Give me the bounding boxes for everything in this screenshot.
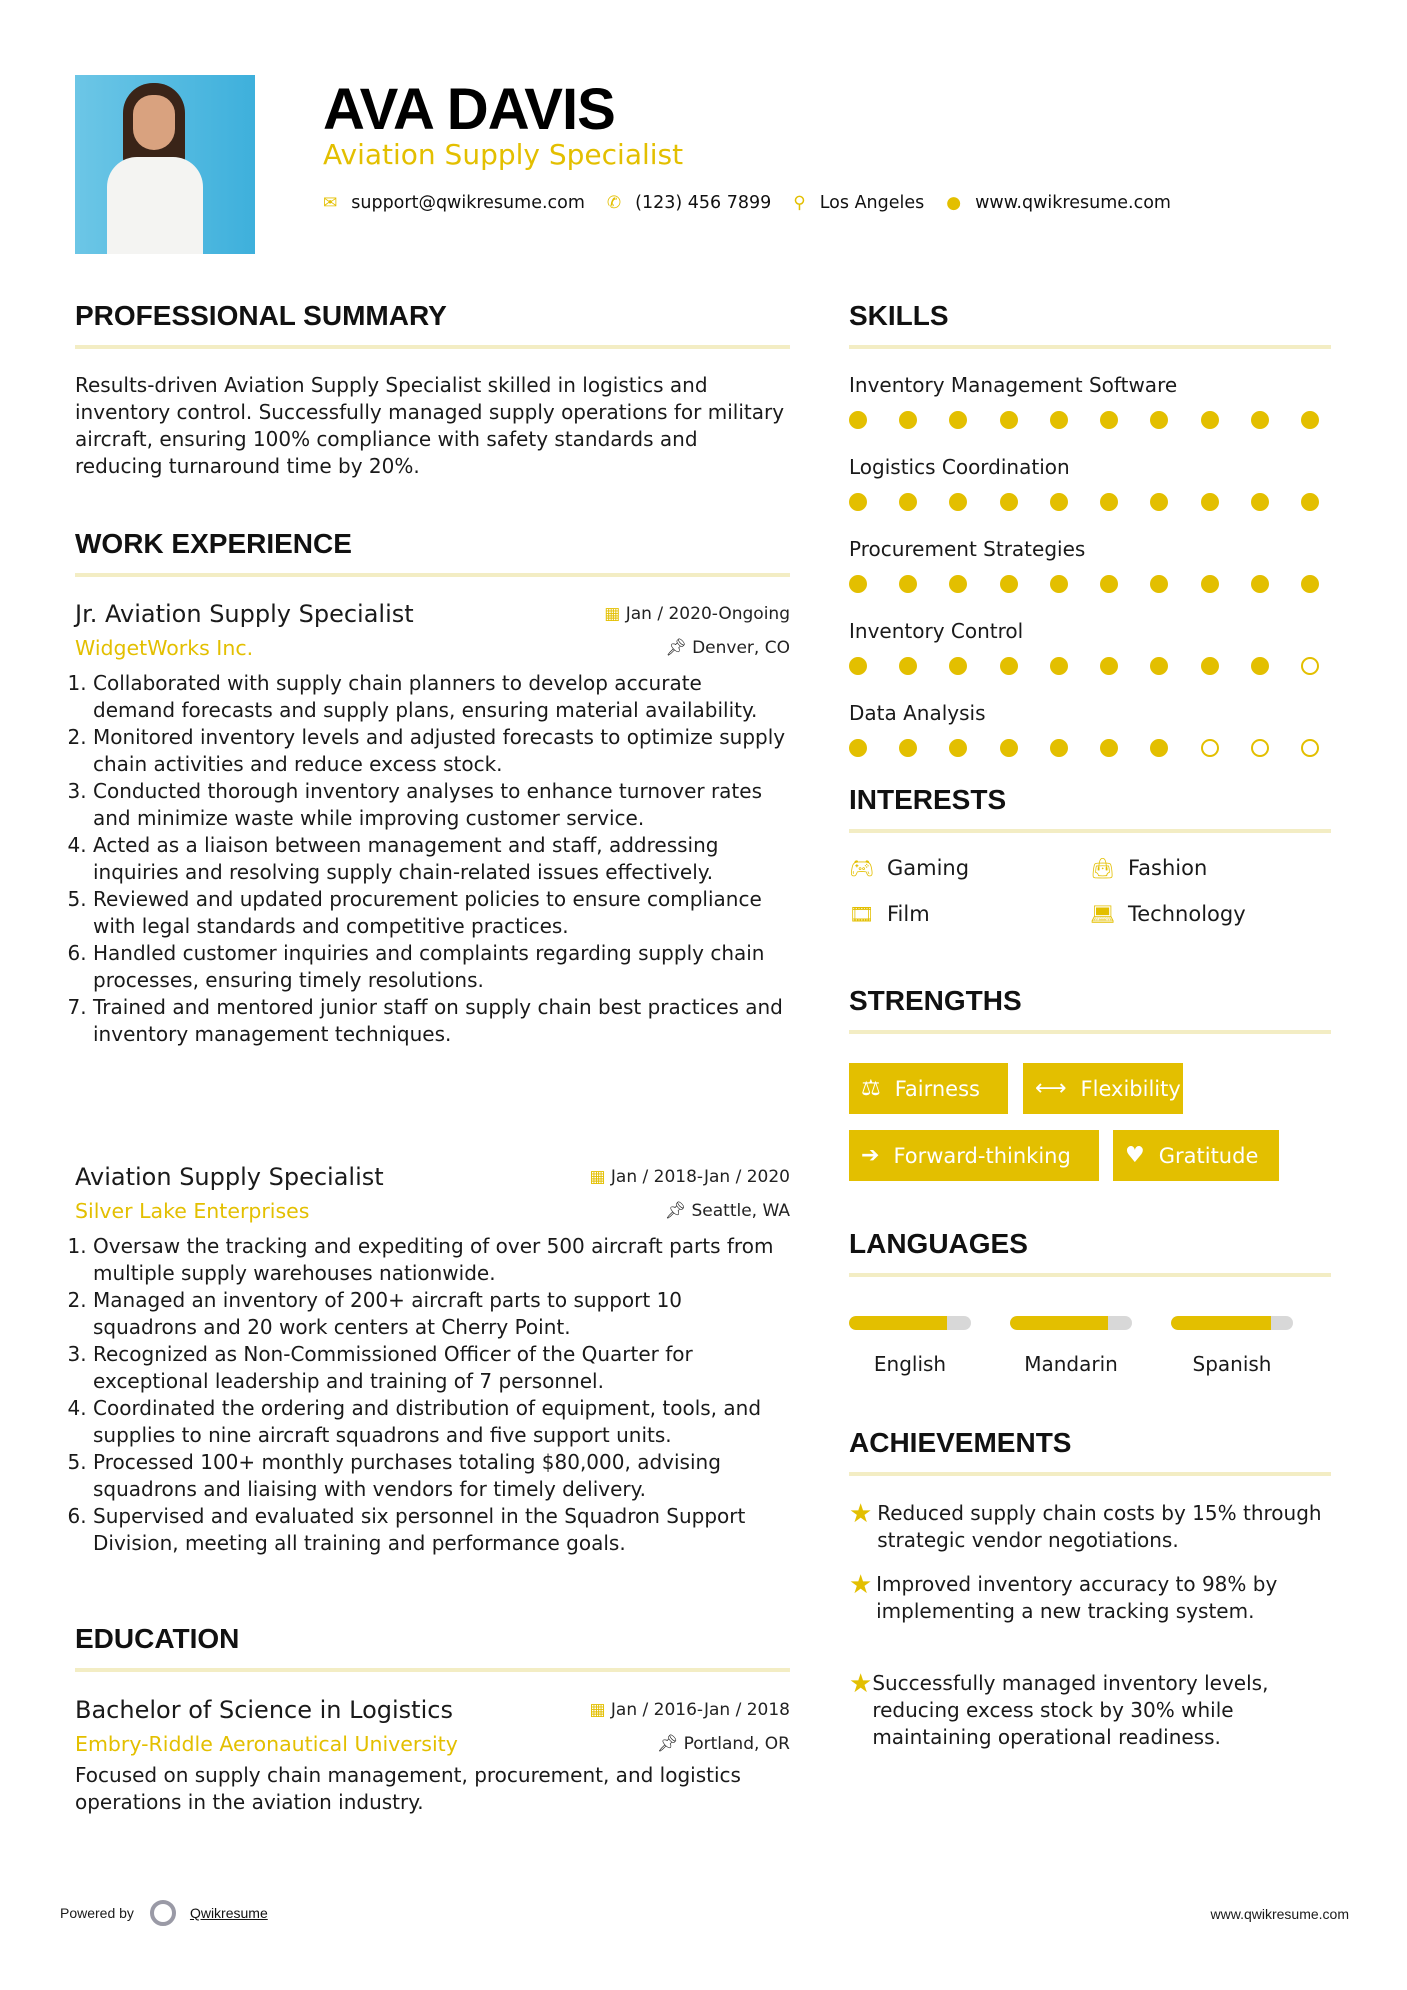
rating-dot	[1150, 493, 1168, 511]
phone-icon: ✆	[606, 193, 622, 213]
list-item: 6. Handled customer inquiries and complaints regarding supply chain processes, ensuring timely resolutions.	[93, 940, 790, 994]
list-item: 4. Coordinated the ordering and distribution of equipment, tools, and supplies to nine aircraft squadrons and five support units.	[93, 1395, 790, 1449]
strengths-section	[849, 985, 1331, 1034]
language-name: Mandarin	[1024, 1352, 1118, 1376]
envelope-icon: ✉	[323, 193, 338, 213]
rating-dot	[1000, 575, 1018, 593]
job-entry	[75, 1163, 790, 1557]
rating-dot	[1301, 739, 1319, 757]
language-level-bar	[1010, 1316, 1132, 1330]
list-item: 1. Collaborated with supply chain planners to develop accurate demand forecasts and supply plans, ensuring material availability.	[93, 670, 790, 724]
job-location: Denver, CO	[692, 638, 790, 658]
rating-dot	[849, 739, 867, 757]
summary-section	[75, 300, 790, 480]
rating-dot	[949, 411, 967, 429]
rating-dot	[1000, 493, 1018, 511]
contact-info	[323, 193, 1193, 213]
skill-name: Procurement Strategies	[849, 537, 1086, 561]
summary-text: Results-driven Aviation Supply Specialist skilled in logistics and inventory control. Successfully managed supply operations for military aircraft, ensuring 100% compliance with safety standards and reducing turnaround time by 20%.	[75, 373, 785, 478]
rating-dot	[949, 739, 967, 757]
rating-dot	[899, 411, 917, 429]
skill-rating	[849, 493, 1319, 511]
star-icon: ★	[849, 1499, 873, 1529]
list-item: 3. Conducted thorough inventory analyses to enhance turnover rates and minimize waste while improving customer service.	[93, 778, 790, 832]
job-date: Jan / 2020-Ongoing	[625, 604, 790, 624]
section-heading: WORK EXPERIENCE	[75, 528, 352, 559]
rating-dot	[1100, 411, 1118, 429]
list-item: 2. Managed an inventory of 200+ aircraft parts to support 10 squadrons and 20 work centers at Cherry Point.	[93, 1287, 790, 1341]
job-entry-title: Jr. Aviation Supply Specialist	[75, 600, 414, 628]
section-heading: PROFESSIONAL SUMMARY	[75, 300, 447, 331]
rating-dot	[1301, 657, 1319, 675]
list-item: 7. Trained and mentored junior staff on supply chain best practices and inventory management techniques.	[93, 994, 790, 1048]
skill-rating	[849, 411, 1319, 429]
interest-item	[849, 856, 969, 880]
rating-dot	[1050, 657, 1068, 675]
language-name: English	[873, 1352, 947, 1376]
section-heading: INTERESTS	[849, 784, 1007, 815]
calendar-icon: ▦	[589, 1700, 611, 1720]
divider	[849, 1273, 1331, 1277]
achievement-text: Reduced supply chain costs by 15% through strategic vendor negotiations.	[877, 1501, 1322, 1552]
list-item: 4. Acted as a liaison between management and staff, addressing inquiries and resolving supply chain-related issues effectively.	[93, 832, 790, 886]
pin-icon: 📌︎	[656, 1734, 684, 1754]
rating-dot	[849, 575, 867, 593]
strength-chip	[1113, 1130, 1279, 1181]
profile-photo	[75, 75, 255, 254]
interest-label: Fashion	[1128, 856, 1208, 880]
list-item: 6. Supervised and evaluated six personnel in the Squadron Support Division, meeting all training and performance goals.	[93, 1503, 790, 1557]
interest-label: Gaming	[887, 856, 970, 880]
strength-chip	[849, 1063, 1008, 1114]
skill-name: Logistics Coordination	[849, 455, 1070, 479]
divider	[849, 1030, 1331, 1034]
education-section	[75, 1623, 790, 1816]
list-item: 3. Recognized as Non-Commissioned Officer of the Quarter for exceptional leadership and training of 7 personnel.	[93, 1341, 790, 1395]
star-icon: ★	[849, 1570, 873, 1600]
skill-item	[849, 701, 1331, 757]
calendar-icon: ▦	[589, 1167, 611, 1187]
pin-icon: 📌︎	[665, 638, 693, 658]
rating-dot	[1301, 411, 1319, 429]
strength-label: Gratitude	[1158, 1143, 1259, 1168]
rating-dot	[1201, 493, 1219, 511]
interest-item	[1090, 902, 1246, 926]
section-heading: SKILLS	[849, 300, 949, 331]
footer-website[interactable]: www.qwikresume.com	[1210, 1906, 1349, 1922]
education-text: Focused on supply chain management, procurement, and logistics operations in the aviation industry.	[75, 1763, 741, 1814]
job-title: Aviation Supply Specialist	[323, 138, 684, 171]
achievements-section	[849, 1427, 1331, 1476]
rating-dot	[1150, 575, 1168, 593]
language-item	[1010, 1316, 1132, 1376]
star-icon: ★	[849, 1669, 873, 1699]
strength-chip	[1023, 1063, 1183, 1114]
laptop-icon: 💻︎	[1090, 902, 1116, 926]
divider	[849, 345, 1331, 349]
language-level-bar	[1171, 1316, 1293, 1330]
rating-dot	[1150, 739, 1168, 757]
rating-dot	[899, 575, 917, 593]
divider	[75, 1668, 790, 1672]
interest-item	[849, 902, 930, 926]
strength-label: Flexibility	[1080, 1076, 1181, 1101]
job-entry	[75, 600, 790, 1048]
job-location: Seattle, WA	[691, 1201, 790, 1221]
languages-section	[849, 1228, 1331, 1277]
achievement-text: Successfully managed inventory levels, reducing excess stock by 30% while maintaining operational readiness.	[872, 1671, 1269, 1749]
rating-dot	[1251, 493, 1269, 511]
gamepad-icon: 🎮︎	[849, 856, 875, 880]
section-heading: LANGUAGES	[849, 1228, 1028, 1259]
achievement-item	[849, 1500, 1339, 1554]
location: Los Angeles	[819, 193, 925, 213]
rating-dot	[1050, 739, 1068, 757]
achievement-item	[849, 1670, 1339, 1751]
rating-dot	[899, 739, 917, 757]
rating-dot	[1201, 657, 1219, 675]
rating-dot	[1201, 411, 1219, 429]
rating-dot	[1050, 493, 1068, 511]
list-item: 1. Oversaw the tracking and expediting of over 500 aircraft parts from multiple supply warehouses nationwide.	[93, 1233, 790, 1287]
interests-section	[849, 784, 1331, 833]
rating-dot	[1100, 657, 1118, 675]
section-heading: EDUCATION	[75, 1623, 240, 1654]
language-item	[849, 1316, 971, 1376]
rating-dot	[1000, 657, 1018, 675]
heart-icon: ♥	[1125, 1143, 1145, 1168]
skill-rating	[849, 657, 1319, 675]
skill-item	[849, 373, 1331, 429]
skill-name: Inventory Management Software	[849, 373, 1178, 397]
rating-dot	[849, 411, 867, 429]
responsibilities-list	[75, 670, 790, 1048]
skill-rating	[849, 575, 1319, 593]
map-marker-icon: ⚲	[793, 193, 806, 213]
arrows-horizontal-icon: ⟷	[1035, 1076, 1067, 1101]
achievement-text: Improved inventory accuracy to 98% by implementing a new tracking system.	[876, 1572, 1278, 1623]
skill-item	[849, 619, 1331, 675]
strength-label: Fairness	[894, 1076, 980, 1101]
company: WidgetWorks Inc.	[75, 636, 254, 660]
balance-scale-icon: ⚖	[861, 1076, 881, 1101]
rating-dot	[1251, 411, 1269, 429]
rating-dot	[1150, 411, 1168, 429]
rating-dot	[949, 493, 967, 511]
language-level-bar	[849, 1316, 971, 1330]
rating-dot	[899, 657, 917, 675]
rating-dot	[1251, 657, 1269, 675]
school: Embry-Riddle Aeronautical University	[75, 1732, 458, 1756]
list-item: 5. Reviewed and updated procurement policies to ensure compliance with legal standards and competitive practices.	[93, 886, 790, 940]
phone: (123) 456 7899	[635, 193, 772, 213]
rating-dot	[949, 657, 967, 675]
language-name: Spanish	[1192, 1352, 1272, 1376]
divider	[75, 573, 790, 577]
education-date: Jan / 2016-Jan / 2018	[610, 1700, 790, 1720]
rating-dot	[1150, 657, 1168, 675]
responsibilities-list	[75, 1233, 790, 1557]
skill-name: Inventory Control	[849, 619, 1024, 643]
strength-chip	[849, 1130, 1099, 1181]
website[interactable]: www.qwikresume.com	[975, 193, 1171, 213]
achievement-item	[849, 1571, 1339, 1625]
education-location: Portland, OR	[683, 1734, 790, 1754]
rating-dot	[1000, 411, 1018, 429]
section-heading: STRENGTHS	[849, 985, 1022, 1016]
list-item: 2. Monitored inventory levels and adjusted forecasts to optimize supply chain activities and reduce excess stock.	[93, 724, 790, 778]
skill-rating	[849, 739, 1319, 757]
interest-item	[1090, 856, 1207, 880]
email[interactable]: support@qwikresume.com	[351, 193, 585, 213]
rating-dot	[949, 575, 967, 593]
rating-dot	[1050, 575, 1068, 593]
divider	[849, 1472, 1331, 1476]
globe-icon: ●	[946, 193, 962, 213]
rating-dot	[1301, 575, 1319, 593]
film-icon: 🎞︎	[849, 902, 875, 926]
job-date: Jan / 2018-Jan / 2020	[610, 1167, 790, 1187]
language-item	[1171, 1316, 1293, 1376]
rating-dot	[1100, 575, 1118, 593]
section-heading: ACHIEVEMENTS	[849, 1427, 1072, 1458]
shopping-bag-icon: 👜︎	[1090, 856, 1116, 880]
divider	[75, 345, 790, 349]
degree: Bachelor of Science in Logistics	[75, 1696, 453, 1724]
rating-dot	[1251, 739, 1269, 757]
rating-dot	[1100, 739, 1118, 757]
job-entry-title: Aviation Supply Specialist	[75, 1163, 384, 1191]
arrow-right-icon: ➔	[861, 1143, 880, 1168]
rating-dot	[1100, 493, 1118, 511]
candidate-name: AVA DAVIS	[323, 77, 615, 142]
rating-dot	[849, 657, 867, 675]
interest-label: Technology	[1128, 902, 1246, 926]
skill-item	[849, 537, 1331, 593]
rating-dot	[899, 493, 917, 511]
rating-dot	[1301, 493, 1319, 511]
pin-icon: 📌︎	[664, 1201, 692, 1221]
interest-label: Film	[887, 902, 930, 926]
work-section	[75, 528, 790, 577]
divider	[849, 829, 1331, 833]
rating-dot	[1251, 575, 1269, 593]
rating-dot	[1201, 739, 1219, 757]
qwikresume-link[interactable]: Qwikresume	[189, 1905, 268, 1921]
rating-dot	[849, 493, 867, 511]
rating-dot	[1201, 575, 1219, 593]
skills-section	[849, 300, 1331, 783]
list-item: 5. Processed 100+ monthly purchases totaling $80,000, advising squadrons and liaising with vendors for timely delivery.	[93, 1449, 790, 1503]
qwikresume-logo-icon	[150, 1900, 176, 1926]
strength-label: Forward-thinking	[893, 1143, 1071, 1168]
rating-dot	[1050, 411, 1068, 429]
powered-by-label: Powered by	[60, 1905, 134, 1921]
calendar-icon: ▦	[604, 604, 626, 624]
skill-item	[849, 455, 1331, 511]
company: Silver Lake Enterprises	[75, 1199, 310, 1223]
rating-dot	[1000, 739, 1018, 757]
footer-powered	[60, 1900, 268, 1926]
skill-name: Data Analysis	[849, 701, 986, 725]
